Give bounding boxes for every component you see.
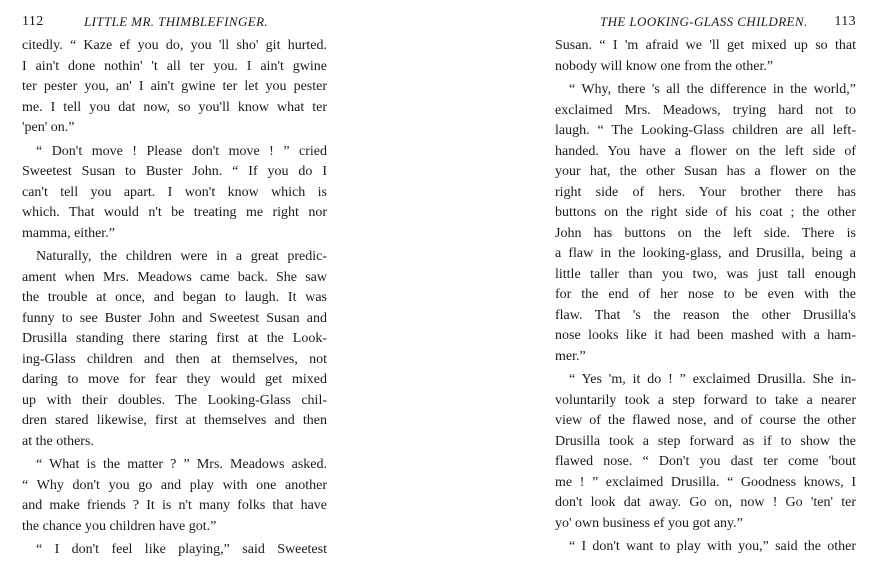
text-line: buttons on the right side of his coat ; the other <box>555 205 856 220</box>
text-line: Naturally, the children were in a great predic- <box>36 249 327 264</box>
text-line: daring to move for fear they would get mixed <box>22 372 327 387</box>
text-line: nose looks like it had been mashed with a ham- <box>555 328 856 343</box>
text-line: Sweetest Susan to Buster John. “ If you do I <box>22 164 327 179</box>
text-line: me. I tell you dat now, so you'll know what ter <box>22 99 327 115</box>
text-line: “ I don't feel like playing,” said Sweetest <box>36 542 327 557</box>
text-line: laugh. “ The Looking-Glass children are all left- <box>555 123 856 138</box>
text-line: little taller than you two, was just tall enough <box>555 266 856 282</box>
text-line: “ I don't want to play with you,” said the other <box>569 539 856 554</box>
left-running-head <box>22 14 327 34</box>
text-line: “ Why don't you go and play with one another <box>22 477 327 493</box>
text-line: yo' own business ef you got any.” <box>555 515 743 531</box>
text-line: “ Why, there 's all the difference in the world,” <box>569 82 856 97</box>
text-line: the chance you children have got.” <box>22 518 217 534</box>
text-line: right side of hers. Your brother there has <box>555 184 856 200</box>
text-line: Susan. “ I 'm afraid we 'll get mixed up so that <box>555 38 856 53</box>
text-line: up with their doubles. The Looking-Glass chil- <box>22 392 327 408</box>
text-line: at the others. <box>22 433 94 449</box>
text-line: for the end of her nose to be even with the <box>555 287 856 302</box>
text-line: ament when Mrs. Meadows came back. She saw <box>22 269 327 285</box>
left-page-number: 112 <box>22 14 44 29</box>
text-line: “ What is the matter ? ” Mrs. Meadows asked. <box>36 457 327 472</box>
text-line: citedly. “ Kaze ef you do, you 'll sho' git hurted. <box>22 38 327 53</box>
text-line: Drusilla took a step forward as if to show the <box>555 433 856 449</box>
left-text-block <box>22 36 327 561</box>
text-line: handed. You have a flower on the left side of <box>555 143 856 159</box>
text-line: me ! ” exclaimed Drusilla. “ Goodness knows, I <box>555 474 856 490</box>
text-line: John has buttons on the left side. There is <box>555 225 856 241</box>
right-page <box>438 0 877 554</box>
text-line: funny to see Buster John and Sweetest Susan and <box>22 310 327 326</box>
text-line: mer.” <box>555 348 586 364</box>
text-line: exclaimed Mrs. Meadows, trying hard not to <box>555 102 856 118</box>
right-running-head <box>438 14 856 34</box>
right-text-block <box>555 36 856 558</box>
text-line: nobody will know one from the other.” <box>555 58 774 74</box>
text-line: dren stared likewise, first at themselves and then <box>22 413 327 428</box>
right-page-number: 113 <box>834 14 856 29</box>
text-line: don't look dat away. Go on, now ! Go 'ten' ter <box>555 495 856 510</box>
text-line: mamma, either.” <box>22 225 115 241</box>
text-line: flaw. That 's the reason the other Drusilla's <box>555 307 856 323</box>
text-line: “ Yes 'm, it do ! ” exclaimed Drusilla. She in- <box>569 372 856 387</box>
text-line: your hat, the other Susan has a flower on the <box>555 164 856 179</box>
left-page <box>0 0 438 557</box>
text-line: which. That would n't be treating me right nor <box>22 205 327 220</box>
text-line: “ Don't move ! Please don't move ! ” cried <box>36 143 327 159</box>
text-line: can't tell you apart. I won't know which is <box>22 184 327 200</box>
text-line: Drusilla standing there staring first at the Look- <box>22 331 327 346</box>
text-line: the trouble at once, and began to laugh. It was <box>22 290 327 305</box>
right-running-title: THE LOOKING-GLASS CHILDREN. <box>600 14 808 29</box>
text-line: voluntarily took a step forward to take a nearer <box>555 392 856 408</box>
text-line: ter pester you, an' I ain't gwine ter let you pester <box>22 79 327 94</box>
text-line: I ain't done nothin' 't all ter you. I ain't gwine <box>22 58 327 74</box>
text-line: 'pen' on.” <box>22 120 75 135</box>
left-running-title: LITTLE MR. THIMBLEFINGER. <box>84 14 269 29</box>
text-line: view of the flawed nose, and of course the other <box>555 413 856 428</box>
text-line: a flaw in the looking-glass, and Drusilla, being a <box>555 246 856 261</box>
text-line: and make friends ? It is n't many folks that have <box>22 498 327 513</box>
text-line: flawed nose. “ Don't you dast ter come 'bout <box>555 454 856 469</box>
text-line: ing-Glass children and then at themselves, not <box>22 351 327 367</box>
